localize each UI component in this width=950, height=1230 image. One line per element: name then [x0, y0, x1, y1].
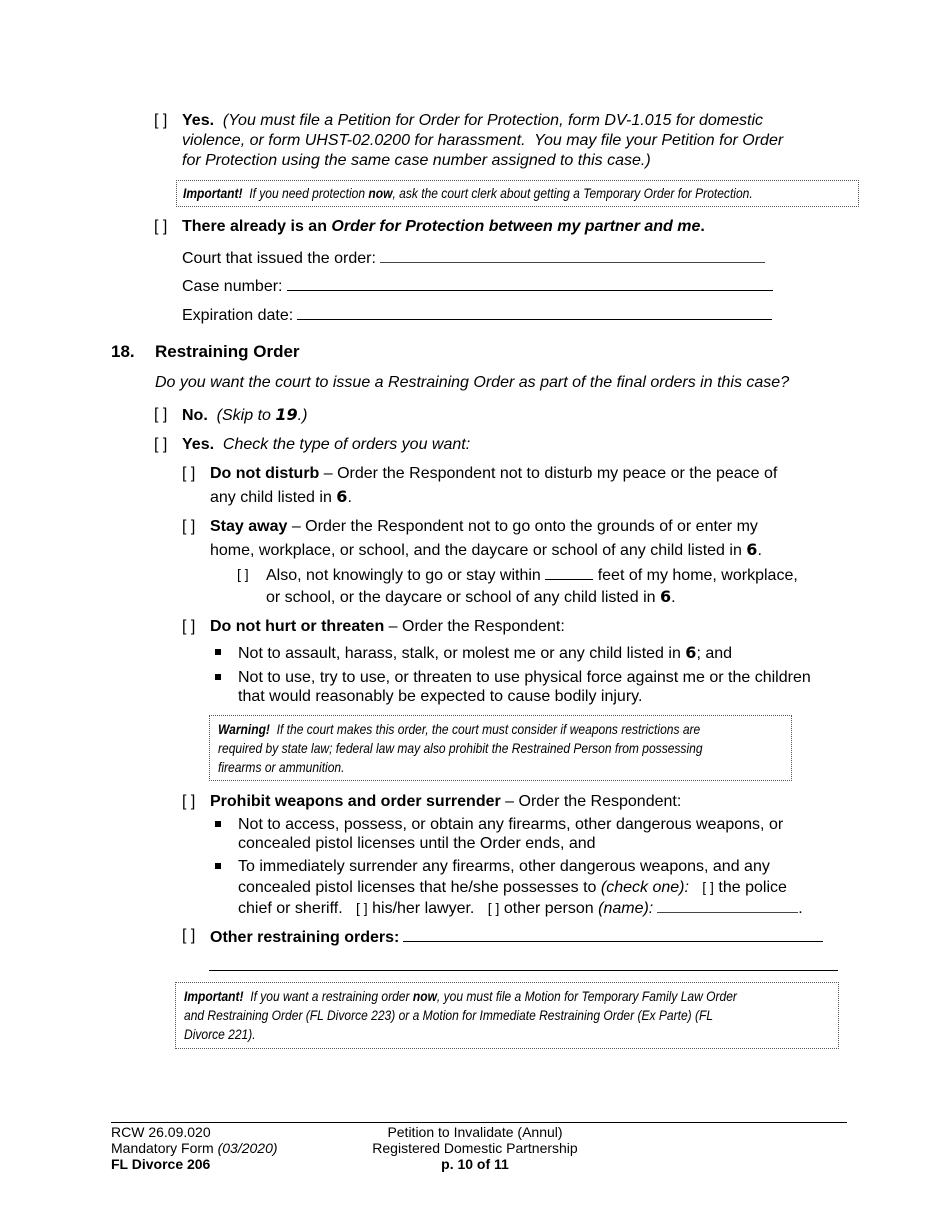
footer-left: [111, 1124, 278, 1172]
do-not-disturb-checkbox[interactable]: [ ]: [182, 465, 196, 482]
do-not-disturb-label: Do not disturb: [210, 465, 320, 482]
no-label: No.: [182, 407, 208, 424]
other-restraining-checkbox[interactable]: [ ]: [182, 927, 196, 944]
case-number-row: [182, 275, 773, 297]
court-issued-row: [182, 247, 765, 269]
yes-protection-checkbox[interactable]: [ ]: [154, 112, 168, 129]
stay-away-distance-line-2: or school, or the daycare or school of any child listed in 6.: [266, 587, 676, 606]
warning-label: Warning!: [218, 721, 270, 737]
stay-away-label: Stay away: [210, 518, 288, 535]
bullet-icon: [215, 863, 221, 869]
child-ref: 6: [685, 643, 697, 662]
prohibit-weapons-line: Prohibit weapons and order surrender – Order the Respondent:: [210, 793, 682, 810]
police-checkbox[interactable]: [ ]: [702, 879, 714, 895]
bullet-icon: [215, 649, 221, 655]
do-not-hurt-bullet-1: Not to assault, harass, stalk, or molest me or any child listed in 6; and: [238, 643, 733, 662]
existing-order-label: There already is an Order for Protection between my partner and me.: [182, 218, 705, 235]
footer-title-line-2: Registered Domestic Partnership: [372, 1140, 578, 1156]
prohibit-weapons-label: Prohibit weapons and order surrender: [210, 793, 501, 810]
footer-divider: [111, 1122, 847, 1123]
important-restraining-note: Important! If you want a restraining order now, you must file a Motion for Temporary Family Law Order and Restraining Order (FL Divorce 223) or a Motion for Immediate Restraining Order (Ex Parte) (FL Divorce 221).: [175, 982, 839, 1049]
do-not-hurt-bullet-2-line-1: Not to use, try to use, or threaten to use physical force against me or the children: [238, 669, 811, 686]
weapons-bullet-1-line-2: concealed pistol licenses until the Order ends, and: [238, 835, 596, 852]
do-not-disturb-line-1: Do not disturb – Order the Respondent not to disturb my peace or the peace of: [210, 465, 778, 482]
do-not-hurt-bullet-2-line-2: that would reasonably be expected to cause bodily injury.: [238, 688, 643, 705]
stay-away-line-2: home, workplace, or school, and the daycare or school of any child listed in 6.: [210, 540, 762, 559]
yes-restraining-label: Yes.: [182, 436, 215, 453]
footer-center: [355, 1124, 595, 1172]
other-restraining-label: Other restraining orders:: [210, 929, 400, 946]
do-not-hurt-line: Do not hurt or threaten – Order the Respondent:: [210, 618, 565, 635]
prohibit-weapons-checkbox[interactable]: [ ]: [182, 793, 196, 810]
protection-note-line-3: for Protection using the same case number assigned to this case.): [182, 152, 651, 169]
section-18-title: Restraining Order: [155, 342, 300, 361]
yes-restraining-option: Yes. Check the type of orders you want:: [182, 436, 471, 453]
weapons-bullet-1-line-1: Not to access, possess, or obtain any firearms, other dangerous weapons, or: [238, 816, 784, 833]
distance-feet-field[interactable]: [545, 564, 593, 580]
weapons-bullet-2-line-2: concealed pistol licenses that he/she possesses to (check one): [ ] the police: [238, 879, 787, 896]
footer-form-id: FL Divorce 206: [111, 1156, 211, 1172]
no-checkbox[interactable]: [ ]: [154, 406, 168, 423]
skip-to-ref: 19: [275, 405, 298, 424]
case-number-label: Case number:: [182, 278, 283, 295]
expiration-date-field[interactable]: [297, 304, 772, 320]
child-ref: 6: [659, 587, 672, 606]
no-option: No. (Skip to 19.): [182, 405, 308, 424]
section-18-question: Do you want the court to issue a Restraining Order as part of the final orders in this case?: [155, 374, 790, 391]
important-label: Important!: [184, 988, 244, 1004]
protection-note-line-2: violence, or form UHST-02.0200 for harassment. You may file your Petition for Order: [182, 132, 784, 149]
footer-rcw: RCW 26.09.020: [111, 1124, 211, 1140]
yes-label: Yes.: [182, 112, 215, 129]
stay-away-checkbox[interactable]: [ ]: [182, 518, 196, 535]
child-ref: 6: [336, 487, 348, 506]
important-protection-note: Important! If you need protection now, ask the court clerk about getting a Temporary Order for Protection.: [176, 180, 859, 207]
expiration-date-row: [182, 304, 772, 326]
bullet-icon: [215, 674, 221, 680]
lawyer-checkbox[interactable]: [ ]: [355, 900, 368, 916]
court-issued-field[interactable]: [380, 247, 765, 263]
court-issued-label: Court that issued the order:: [182, 250, 376, 267]
other-person-checkbox[interactable]: [ ]: [487, 900, 500, 916]
important-label: Important!: [183, 185, 243, 201]
stay-away-distance-checkbox[interactable]: [ ]: [237, 566, 249, 582]
weapons-bullet-2-line-3: chief or sheriff. [ ] his/her lawyer. [ ] other person (name): .: [238, 897, 803, 919]
stay-away-distance-line-1: Also, not knowingly to go or stay within feet of my home, workplace,: [266, 564, 798, 586]
weapons-bullet-2-line-1: To immediately surrender any firearms, other dangerous weapons, and any: [238, 858, 770, 875]
footer-mandatory: Mandatory Form (03/2020): [111, 1140, 278, 1156]
section-18-number: 18.: [111, 342, 135, 361]
protection-note-line-1: (You must file a Petition for Order for Protection, form DV-1.015 for domestic: [222, 112, 763, 129]
weapons-warning-note: Warning! If the court makes this order, the court must consider if weapons restrictions are required by state law; federal law may also prohibit the Restrained Person from possessing firearms or ammunition.: [209, 715, 792, 781]
child-ref: 6: [746, 540, 758, 559]
footer-page-number: p. 10 of 11: [441, 1156, 509, 1172]
do-not-hurt-label: Do not hurt or threaten: [210, 618, 385, 635]
do-not-disturb-line-2: any child listed in 6.: [210, 487, 352, 506]
check-one-label: (check one):: [600, 879, 689, 896]
bullet-icon: [215, 821, 221, 827]
other-person-name-field[interactable]: [657, 897, 798, 913]
existing-order-checkbox[interactable]: [ ]: [154, 218, 168, 235]
footer-title-line-1: Petition to Invalidate (Annul): [387, 1124, 563, 1140]
yes-restraining-checkbox[interactable]: [ ]: [154, 436, 168, 453]
do-not-hurt-checkbox[interactable]: [ ]: [182, 618, 196, 635]
other-restraining-field-2[interactable]: [209, 970, 838, 971]
yes-protection-option: [182, 111, 763, 131]
other-restraining-field-1[interactable]: [403, 926, 823, 942]
expiration-date-label: Expiration date:: [182, 307, 294, 324]
case-number-field[interactable]: [287, 275, 773, 291]
stay-away-line-1: Stay away – Order the Respondent not to go onto the grounds of or enter my: [210, 518, 758, 535]
other-restraining-row: [210, 926, 823, 948]
important-now: now: [368, 185, 393, 201]
